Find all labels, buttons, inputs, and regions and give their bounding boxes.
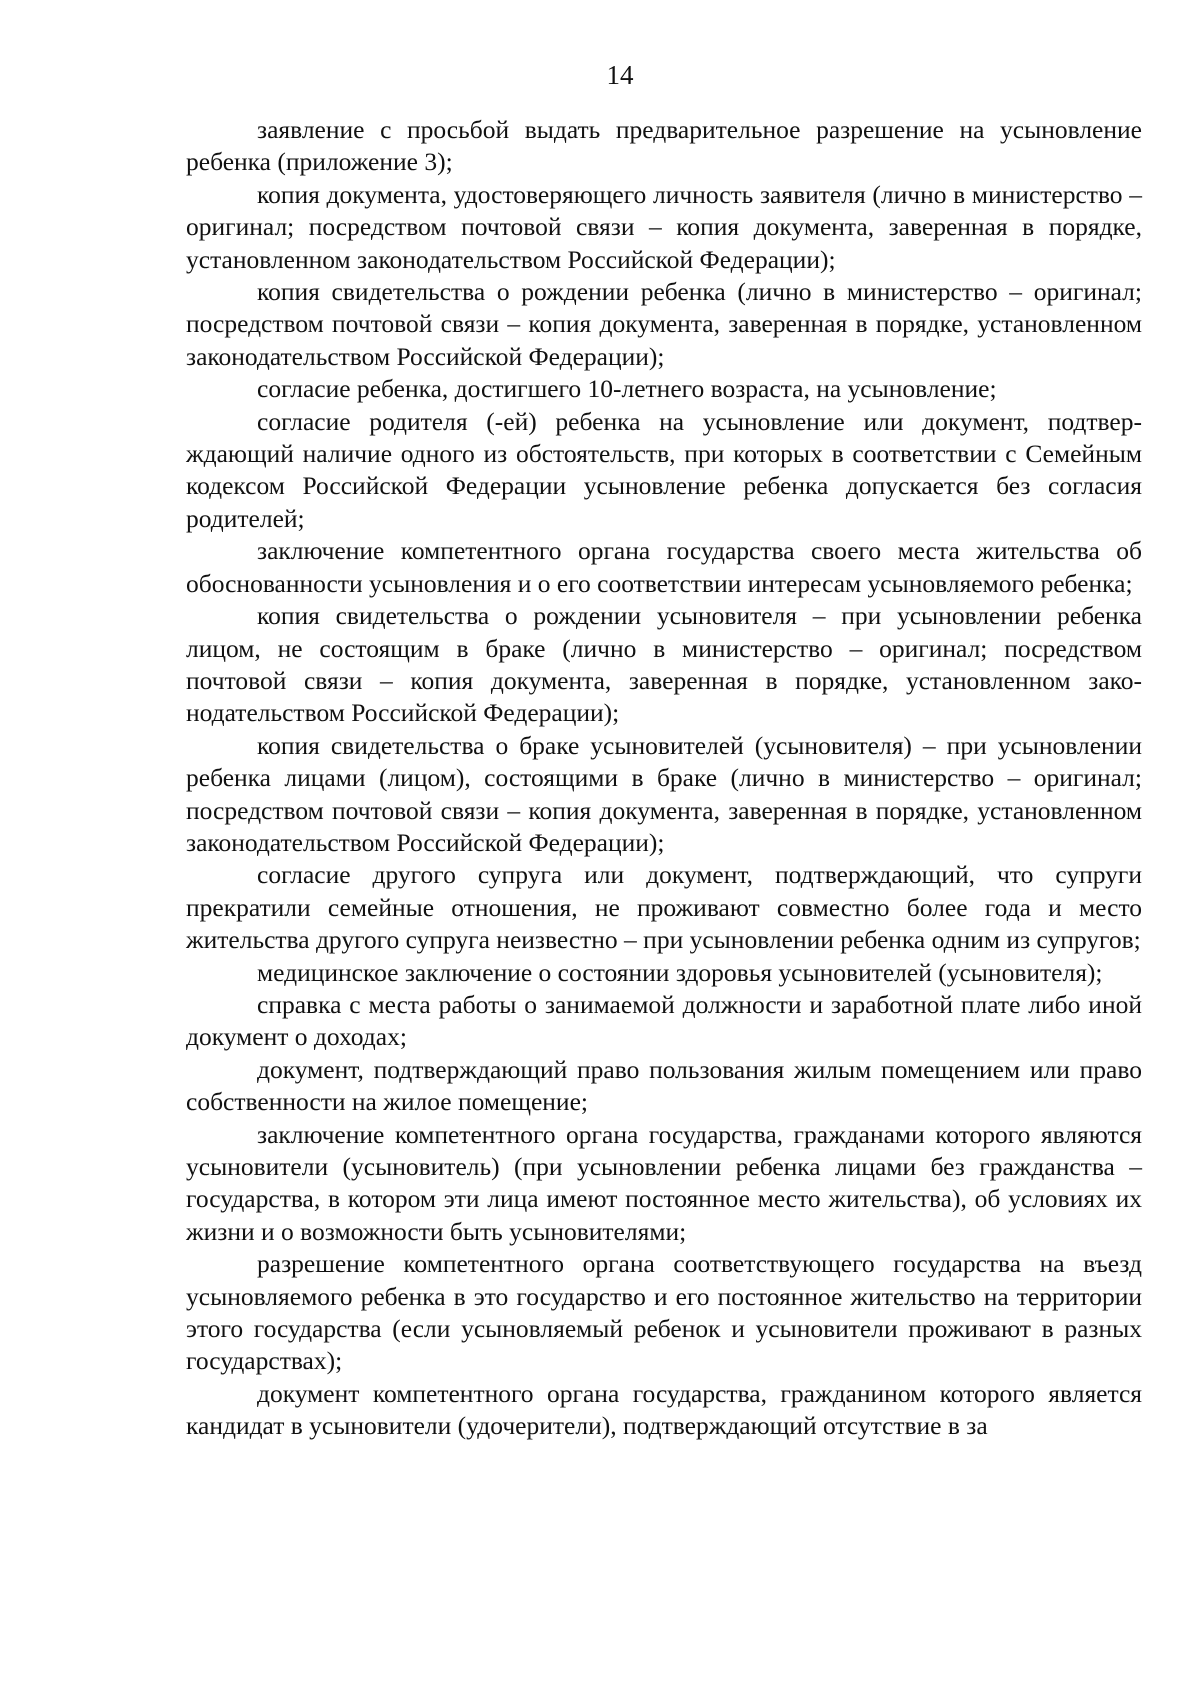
paragraph-income-certificate: справка с места работы о занимаемой должности и заработной плате либо иной документ о доходах; bbox=[186, 989, 1142, 1052]
paragraph-housing-document: документ, подтверждающий право пользования жилым помещением или право собственности на жилое помещение; bbox=[186, 1054, 1142, 1117]
paragraph-entry-permission: разрешение компетентного органа соответствующего государства на въезд усыновляемого ребенка в это государство и его постоянное жительство на территории этого государства (если усыновляемый ребенок и усыновители проживают в разных государствах); bbox=[186, 1249, 1142, 1376]
paragraph-adopter-birth-certificate: копия свидетельства о рождении усыновителя – при усыновлении ребенка лицом, не состоящим в браке (лично в министерство – оригинал; посредством почтовой связи – копия документа, заверенная в порядке, установленном законодательством Российской Федерации); bbox=[186, 601, 1142, 728]
paragraph-competent-authority-conclusion: заключение компетентного органа государства своего места жительства об обоснованности усыновления и о его соответствии интересам усыновляемого ребенка; bbox=[186, 536, 1142, 598]
paragraph-child-consent: согласие ребенка, достигшего 10-летнего возраста, на усыновление; bbox=[257, 374, 997, 404]
paragraph-parents-consent: согласие родителя (-ей) ребенка на усыновление или документ, подтверждающий наличие одного из обстоятельств, при которых в соответствии с Семейным кодексом Российской Федерации усыновление ребенка допускается без согласия родителей; bbox=[186, 406, 1142, 533]
paragraph-medical-conclusion: медицинское заключение о состоянии здоровья усыновителей (усыновителя); bbox=[257, 957, 1103, 987]
paragraph-application: заявление с просьбой выдать предварительное разрешение на усыновление ребенка (приложение 3); bbox=[186, 115, 1142, 177]
paragraph-citizenship-authority-document: документ компетентного органа государства, гражданином которого является кандидат в усыновители (удочерители), подтверждающий отсутствие в за bbox=[186, 1378, 1142, 1441]
paragraph-child-birth-certificate: копия свидетельства о рождении ребенка (лично в министерство – оригинал; посредством почтовой связи – копия документа, заверенная в порядке, установленном законодательством Российской Федерации); bbox=[186, 277, 1142, 371]
paragraph-identity-document: копия документа, удостоверяющего личность заявителя (лично в министерство – оригинал; посредством почтовой связи – копия документа, заверенная в порядке, установленном законодательством Российской Федерации); bbox=[186, 179, 1142, 274]
document-body bbox=[186, 114, 1142, 1443]
paragraph-marriage-certificate: копия свидетельства о браке усыновителей (усыновителя) – при усыновлении ребенка лицами (лицом), состоящими в браке (лично в министерство – оригинал; посредством почтовой связи – копия документа, заверенная в порядке, установленном законодательством Российской Федерации); bbox=[186, 730, 1142, 857]
paragraph-spouse-consent: согласие другого супруга или документ, подтверждающий, что супруги прекратили семейные отношения, не проживают совместно более года и место жительства другого супруга неизвестно – при усыновлении ребенка одним из супругов; bbox=[186, 860, 1142, 955]
paragraph-living-conditions-conclusion: заключение компетентного органа государства, гражданами которого являются усыновители (усыновитель) (при усыновлении ребенка лицами без гражданства – государства, в котором эти лица имеют постоянное место жительства), об условиях их жизни и о возможности быть усыновителями; bbox=[186, 1119, 1142, 1246]
page-number: 14 bbox=[606, 60, 634, 90]
